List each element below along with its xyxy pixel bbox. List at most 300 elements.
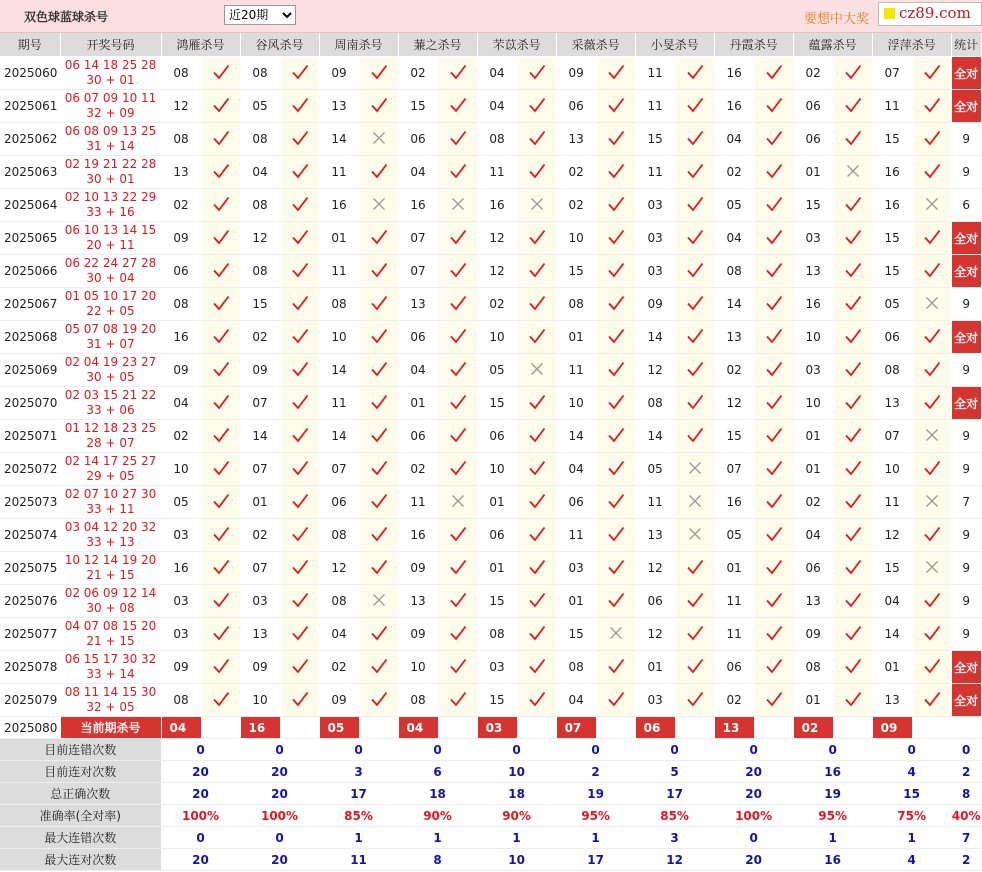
result-cell	[833, 123, 872, 156]
result-cell	[280, 321, 319, 354]
summary-row	[0, 739, 981, 761]
period-select[interactable]	[224, 5, 296, 25]
kill-number: 06	[319, 486, 359, 519]
result-cell	[912, 552, 951, 585]
kill-number: 08	[240, 57, 280, 90]
result-cell	[912, 321, 951, 354]
draw-numbers-cell	[60, 618, 161, 651]
summary-value: 20	[714, 761, 793, 783]
result-cell	[438, 321, 477, 354]
result-cell	[754, 420, 793, 453]
result-cell	[912, 519, 951, 552]
kill-number: 12	[714, 387, 754, 420]
result-cell	[754, 57, 793, 90]
kill-number: 11	[635, 90, 675, 123]
check-icon	[686, 426, 704, 444]
red-ball-last: 30	[86, 271, 102, 285]
check-icon	[765, 261, 783, 279]
draw-line2	[61, 172, 161, 187]
check-icon	[212, 591, 230, 609]
result-cell	[912, 123, 951, 156]
kill-number: 01	[793, 420, 833, 453]
result-cell	[438, 552, 477, 585]
result-cell	[201, 585, 240, 618]
red-balls: 06 14 18 25 28	[64, 58, 157, 72]
kill-number: 12	[161, 90, 201, 123]
period-cell: 2025066	[0, 255, 60, 288]
check-icon	[449, 261, 467, 279]
red-ball-last: 33	[86, 667, 102, 681]
blue-ball: 08	[119, 601, 135, 615]
result-cell	[833, 651, 872, 684]
kill-number: 15	[240, 288, 280, 321]
check-icon	[528, 294, 546, 312]
kill-number: 08	[161, 123, 201, 156]
check-icon	[449, 525, 467, 543]
kill-number: 08	[161, 288, 201, 321]
check-icon	[844, 195, 862, 213]
current-empty-cell	[675, 717, 714, 739]
header-expert: 蒹之杀号	[398, 33, 477, 57]
check-icon	[923, 96, 941, 114]
check-icon	[528, 393, 546, 411]
check-icon	[765, 558, 783, 576]
check-icon	[449, 591, 467, 609]
result-cell	[675, 618, 714, 651]
kill-number: 11	[635, 57, 675, 90]
check-icon	[528, 261, 546, 279]
check-icon	[765, 294, 783, 312]
kill-number: 02	[240, 519, 280, 552]
result-cell	[359, 354, 398, 387]
check-icon	[923, 327, 941, 345]
check-icon	[607, 195, 625, 213]
kill-number: 11	[319, 387, 359, 420]
result-cell	[359, 453, 398, 486]
result-cell	[754, 123, 793, 156]
check-icon	[212, 360, 230, 378]
result-cell	[912, 90, 951, 123]
kill-number: 04	[872, 585, 912, 618]
full-correct-badge: 全对	[951, 387, 981, 420]
result-cell	[359, 189, 398, 222]
result-cell	[359, 156, 398, 189]
result-cell	[280, 387, 319, 420]
check-icon	[212, 426, 230, 444]
check-icon	[923, 129, 941, 147]
result-cell	[280, 684, 319, 717]
kill-number: 11	[872, 90, 912, 123]
kill-number: 09	[161, 651, 201, 684]
result-cell	[596, 552, 635, 585]
kill-number: 14	[240, 420, 280, 453]
period-cell: 2025069	[0, 354, 60, 387]
summary-value: 3	[635, 827, 714, 849]
result-cell	[359, 420, 398, 453]
check-icon	[291, 558, 309, 576]
kill-number: 01	[793, 156, 833, 189]
check-icon	[291, 327, 309, 345]
red-balls: 02 04 19 23 27	[64, 355, 157, 369]
cross-icon	[686, 492, 704, 510]
kill-number: 09	[240, 354, 280, 387]
result-cell	[754, 453, 793, 486]
current-kill-number: 04	[161, 717, 201, 739]
result-cell	[438, 90, 477, 123]
kill-number: 08	[319, 519, 359, 552]
red-ball-last: 30	[86, 73, 102, 87]
header-period: 期号	[0, 33, 60, 57]
check-icon	[686, 162, 704, 180]
draw-line2	[61, 502, 161, 517]
logo-text: cz89.com	[899, 4, 971, 22]
plus-sign: +	[101, 634, 120, 648]
result-cell	[675, 321, 714, 354]
check-icon	[291, 657, 309, 675]
blue-ball: 05	[119, 370, 135, 384]
kill-number: 16	[398, 189, 438, 222]
full-correct-badge: 全对	[951, 651, 981, 684]
kill-number: 11	[635, 156, 675, 189]
kill-number: 09	[398, 552, 438, 585]
result-cell	[833, 90, 872, 123]
result-cell	[675, 387, 714, 420]
check-icon	[923, 228, 941, 246]
draw-line2	[61, 535, 161, 550]
kill-number: 14	[635, 321, 675, 354]
result-cell	[912, 354, 951, 387]
check-icon	[212, 492, 230, 510]
summary-value: 4	[872, 761, 951, 783]
check-icon	[923, 63, 941, 81]
kill-number: 10	[477, 321, 517, 354]
check-icon	[212, 657, 230, 675]
result-cell	[280, 651, 319, 684]
check-icon	[765, 195, 783, 213]
check-icon	[765, 690, 783, 708]
red-balls: 02 19 21 22 28	[64, 157, 157, 171]
kill-number: 14	[872, 618, 912, 651]
cross-icon	[923, 195, 941, 213]
result-cell	[280, 552, 319, 585]
result-cell	[596, 222, 635, 255]
kill-number: 03	[161, 585, 201, 618]
summary-value: 10	[477, 849, 556, 871]
result-cell	[359, 288, 398, 321]
full-correct-badge: 全对	[951, 222, 981, 255]
kill-number: 05	[635, 453, 675, 486]
blue-ball: 05	[119, 469, 135, 483]
check-icon	[291, 360, 309, 378]
header-stats: 统计	[951, 33, 981, 57]
slogan-text[interactable]: 要想中大奖	[804, 12, 870, 27]
kill-number: 08	[477, 618, 517, 651]
kill-number: 13	[793, 255, 833, 288]
check-icon	[370, 96, 388, 114]
check-icon	[370, 327, 388, 345]
check-icon	[844, 558, 862, 576]
result-cell	[201, 222, 240, 255]
draw-numbers-cell	[60, 354, 161, 387]
result-cell	[754, 519, 793, 552]
kill-number: 11	[872, 486, 912, 519]
result-cell	[201, 57, 240, 90]
kill-number: 02	[477, 288, 517, 321]
result-cell	[517, 651, 556, 684]
table-header-row	[0, 33, 981, 57]
check-icon	[686, 624, 704, 642]
result-cell	[675, 486, 714, 519]
kill-number: 08	[635, 387, 675, 420]
summary-value: 0	[635, 739, 714, 761]
result-cell	[833, 486, 872, 519]
result-cell	[596, 453, 635, 486]
kill-number: 13	[240, 618, 280, 651]
result-cell	[596, 387, 635, 420]
result-cell	[596, 156, 635, 189]
red-ball-last: 33	[86, 502, 102, 516]
full-correct-badge: 全对	[951, 321, 981, 354]
result-cell	[201, 90, 240, 123]
summary-value: 20	[161, 761, 240, 783]
kill-number: 15	[714, 420, 754, 453]
kill-number: 07	[240, 387, 280, 420]
full-correct-badge: 全对	[951, 57, 981, 90]
check-icon	[370, 393, 388, 411]
kill-number: 11	[319, 156, 359, 189]
summary-value: 0	[319, 739, 398, 761]
result-cell	[359, 255, 398, 288]
kill-number: 07	[398, 222, 438, 255]
kill-number: 06	[398, 321, 438, 354]
current-stat-cell	[951, 717, 981, 739]
summary-value: 19	[793, 783, 872, 805]
draw-numbers-cell	[60, 90, 161, 123]
check-icon	[607, 261, 625, 279]
stat-count: 9	[951, 354, 981, 387]
table-row	[0, 123, 981, 156]
table-row	[0, 255, 981, 288]
kill-number: 16	[161, 552, 201, 585]
stat-count: 9	[951, 156, 981, 189]
plus-sign: +	[101, 172, 120, 186]
blue-ball: 11	[119, 502, 135, 516]
result-cell	[912, 288, 951, 321]
blue-ball: 16	[119, 205, 135, 219]
kill-number: 15	[872, 255, 912, 288]
summary-value: 0	[161, 739, 240, 761]
kill-number: 03	[793, 222, 833, 255]
result-cell	[754, 387, 793, 420]
draw-numbers-cell	[60, 651, 161, 684]
kill-number: 16	[872, 156, 912, 189]
check-icon	[449, 690, 467, 708]
period-cell: 2025061	[0, 90, 60, 123]
cross-icon	[370, 129, 388, 147]
result-cell	[754, 552, 793, 585]
result-cell	[438, 57, 477, 90]
result-cell	[438, 684, 477, 717]
plus-sign: +	[101, 700, 120, 714]
kill-number: 01	[556, 321, 596, 354]
kill-number: 02	[398, 57, 438, 90]
plus-sign: +	[101, 73, 120, 87]
table-row	[0, 387, 981, 420]
kill-number: 02	[556, 189, 596, 222]
draw-line2	[61, 700, 161, 715]
current-kill-number: 13	[714, 717, 754, 739]
summary-value: 1	[556, 827, 635, 849]
result-cell	[201, 288, 240, 321]
draw-numbers-cell	[60, 486, 161, 519]
kill-number: 04	[398, 354, 438, 387]
result-cell	[596, 255, 635, 288]
summary-body	[0, 717, 981, 871]
period-cell: 2025070	[0, 387, 60, 420]
summary-stat: 8	[951, 783, 981, 805]
result-cell	[438, 585, 477, 618]
result-cell	[912, 684, 951, 717]
red-balls: 06 22 24 27 28	[64, 256, 157, 270]
kill-number: 03	[793, 354, 833, 387]
result-cell	[359, 57, 398, 90]
result-cell	[675, 684, 714, 717]
kill-number: 08	[240, 189, 280, 222]
table-row	[0, 189, 981, 222]
kill-number: 16	[477, 189, 517, 222]
stat-count: 6	[951, 189, 981, 222]
current-empty-cell	[438, 717, 477, 739]
check-icon	[765, 492, 783, 510]
check-icon	[686, 195, 704, 213]
draw-line2	[61, 568, 161, 583]
check-icon	[370, 294, 388, 312]
result-cell	[754, 321, 793, 354]
blue-ball: 14	[119, 139, 135, 153]
summary-value: 0	[714, 739, 793, 761]
kill-number: 03	[556, 552, 596, 585]
check-icon	[449, 162, 467, 180]
summary-value: 18	[477, 783, 556, 805]
kill-number: 15	[872, 552, 912, 585]
check-icon	[212, 162, 230, 180]
summary-stat: 40%	[951, 805, 981, 827]
current-period-row	[0, 717, 981, 739]
kill-number: 12	[319, 552, 359, 585]
result-cell	[596, 585, 635, 618]
result-cell	[675, 354, 714, 387]
result-cell	[833, 288, 872, 321]
kill-number: 01	[477, 486, 517, 519]
blue-ball: 11	[119, 238, 135, 252]
kill-number: 03	[635, 684, 675, 717]
red-balls: 06 10 13 14 15	[64, 223, 157, 237]
result-cell	[359, 684, 398, 717]
result-cell	[675, 585, 714, 618]
check-icon	[923, 591, 941, 609]
cross-icon	[844, 162, 862, 180]
kill-number: 09	[319, 57, 359, 90]
kill-number: 03	[635, 189, 675, 222]
summary-value: 20	[161, 849, 240, 871]
result-cell	[280, 486, 319, 519]
result-cell	[833, 156, 872, 189]
check-icon	[765, 228, 783, 246]
result-cell	[833, 321, 872, 354]
current-empty-cell	[517, 717, 556, 739]
summary-value: 85%	[635, 805, 714, 827]
top-bar	[0, 0, 982, 33]
kill-number: 08	[872, 354, 912, 387]
check-icon	[607, 327, 625, 345]
check-icon	[607, 162, 625, 180]
check-icon	[212, 525, 230, 543]
header-expert: 鸿雁杀号	[161, 33, 240, 57]
kill-number: 02	[714, 156, 754, 189]
kill-number: 16	[793, 288, 833, 321]
kill-number: 06	[714, 651, 754, 684]
draw-line2	[61, 469, 161, 484]
result-cell	[754, 90, 793, 123]
current-empty-cell	[201, 717, 240, 739]
summary-value: 95%	[793, 805, 872, 827]
kill-number: 13	[556, 123, 596, 156]
site-logo[interactable]	[878, 2, 982, 26]
result-cell	[675, 453, 714, 486]
check-icon	[449, 426, 467, 444]
check-icon	[844, 96, 862, 114]
draw-line2	[61, 238, 161, 253]
kill-number: 08	[161, 684, 201, 717]
red-balls: 02 14 17 25 27	[64, 454, 157, 468]
period-cell: 2025062	[0, 123, 60, 156]
result-cell	[438, 420, 477, 453]
check-icon	[765, 525, 783, 543]
summary-value: 1	[793, 827, 872, 849]
kill-number: 05	[161, 486, 201, 519]
result-cell	[912, 651, 951, 684]
check-icon	[844, 591, 862, 609]
current-kill-number: 09	[872, 717, 912, 739]
draw-line2	[61, 205, 161, 220]
red-balls: 02 06 09 12 14	[64, 586, 157, 600]
full-correct-badge: 全对	[951, 90, 981, 123]
check-icon	[607, 360, 625, 378]
result-cell	[833, 453, 872, 486]
cross-icon	[923, 426, 941, 444]
result-cell	[201, 453, 240, 486]
check-icon	[212, 690, 230, 708]
check-icon	[923, 624, 941, 642]
summary-label: 总正确次数	[0, 783, 161, 805]
table-row	[0, 321, 981, 354]
check-icon	[923, 657, 941, 675]
kill-number: 10	[240, 684, 280, 717]
check-icon	[607, 690, 625, 708]
kill-number: 13	[872, 684, 912, 717]
kill-number: 13	[319, 90, 359, 123]
cross-icon	[607, 624, 625, 642]
result-cell	[754, 651, 793, 684]
kill-number: 06	[793, 90, 833, 123]
result-cell	[359, 123, 398, 156]
result-cell	[517, 453, 556, 486]
table-row	[0, 420, 981, 453]
kill-number: 05	[240, 90, 280, 123]
kill-number: 06	[556, 90, 596, 123]
check-icon	[765, 591, 783, 609]
kill-number: 02	[161, 189, 201, 222]
